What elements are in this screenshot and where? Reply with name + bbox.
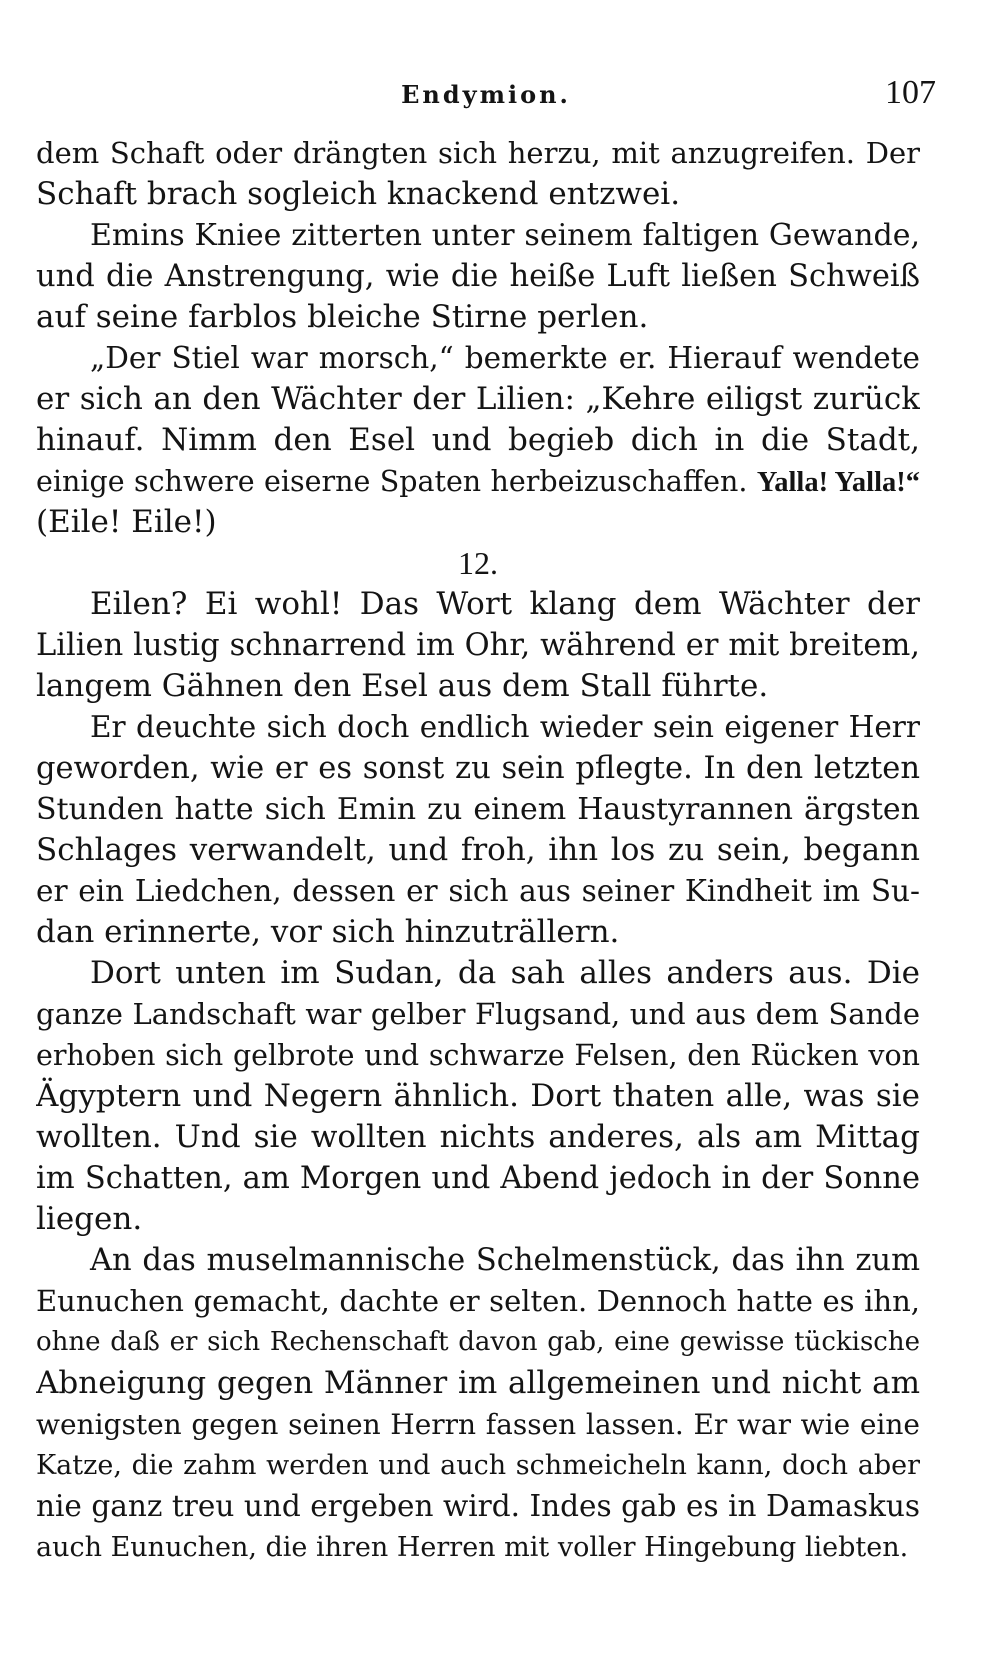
- text-line: erhoben sich gelbrote und schwarze Felsen, den Rücken von: [36, 1039, 920, 1072]
- text-line: er ein Liedchen, dessen er sich aus seiner Kindheit im Su-: [36, 874, 920, 908]
- latin-exclamation: Yalla! Yalla!“: [756, 467, 920, 498]
- running-title: Endymion.: [401, 80, 571, 109]
- text-line: Eilen? Ei wohl! Das Wort klang dem Wächter der: [90, 586, 920, 622]
- text-line: Abneigung gegen Männer im allgemeinen und nicht am: [36, 1365, 920, 1401]
- text-line: Lilien lustig schnarrend im Ohr, während er mit breitem,: [36, 628, 920, 663]
- section-number: 12.: [458, 545, 498, 581]
- page-body: [36, 133, 920, 1568]
- text-line: nie ganz treu und ergeben wird. Indes gab es in Damaskus: [36, 1489, 920, 1523]
- text-line: Eunuchen gemacht, dachte er selten. Dennoch hatte es ihn,: [36, 1284, 920, 1318]
- text-line: [36, 461, 920, 502]
- text-line: Er deuchte sich doch endlich wieder sein eigener Herr: [90, 710, 920, 744]
- text-line: Schaft brach sogleich knackend entzwei.: [36, 176, 681, 212]
- text-line: Schlages verwandelt, und froh, ihn los zu sein, begann: [36, 832, 920, 868]
- text-segment: einige schwere eiserne Spaten herbeizuschaffen.: [36, 465, 748, 498]
- running-header: [36, 72, 936, 112]
- text-line: wollten. Und sie wollten nichts anderes, als am Mittag: [36, 1119, 920, 1155]
- text-line: ohne daß er sich Rechenschaft davon gab, eine gewisse tückische: [36, 1327, 920, 1357]
- text-line: dan erinnerte, vor sich hinzuträllern.: [36, 914, 620, 950]
- text-line: auch Eunuchen, die ihren Herren mit voller Hingebung liebten.: [36, 1532, 909, 1563]
- page-number: 107: [885, 74, 936, 111]
- text-line: An das muselmannische Schelmenstück, das ihn zum: [90, 1243, 920, 1278]
- text-line: Stunden hatte sich Emin zu einem Haustyrannen ärgsten: [36, 792, 920, 827]
- text-line: liegen.: [36, 1201, 143, 1237]
- text-line: (Eile! Eile!): [36, 504, 217, 540]
- text-line: und die Anstrengung, wie die heiße Luft ließen Schweiß: [36, 259, 920, 294]
- text-line: geworden, wie er es sonst zu sein pflegte. In den letzten: [36, 751, 920, 786]
- text-line: „Der Stiel war morsch,“ bemerkte er. Hierauf wendete: [90, 341, 920, 375]
- text-line: im Schatten, am Morgen und Abend jedoch in der Sonne: [36, 1161, 920, 1196]
- text-line: Ägyptern und Negern ähnlich. Dort thaten alle, was sie: [36, 1078, 920, 1114]
- text-line: auf seine farblos bleiche Stirne perlen.: [36, 299, 649, 335]
- text-line: langem Gähnen den Esel aus dem Stall führte.: [36, 668, 769, 704]
- text-line: dem Schaft oder drängten sich herzu, mit anzugreifen. Der: [36, 136, 920, 170]
- text-line: Emins Kniee zitterten unter seinem faltigen Gewande,: [90, 218, 920, 253]
- text-line: ganze Landschaft war gelber Flugsand, und aus dem Sande: [36, 997, 920, 1031]
- text-line: hinauf. Nimm den Esel und begieb dich in die Stadt,: [36, 422, 920, 458]
- text-line: Katze, die zahm werden und auch schmeicheln kann, doch aber: [36, 1450, 920, 1481]
- text-line: er sich an den Wächter der Lilien: „Kehre eiligst zurück: [36, 381, 920, 417]
- text-line: wenigsten gegen seinen Herrn fassen lassen. Er war wie eine: [36, 1408, 920, 1441]
- text-line: Dort unten im Sudan, da sah alles anders aus. Die: [90, 955, 920, 991]
